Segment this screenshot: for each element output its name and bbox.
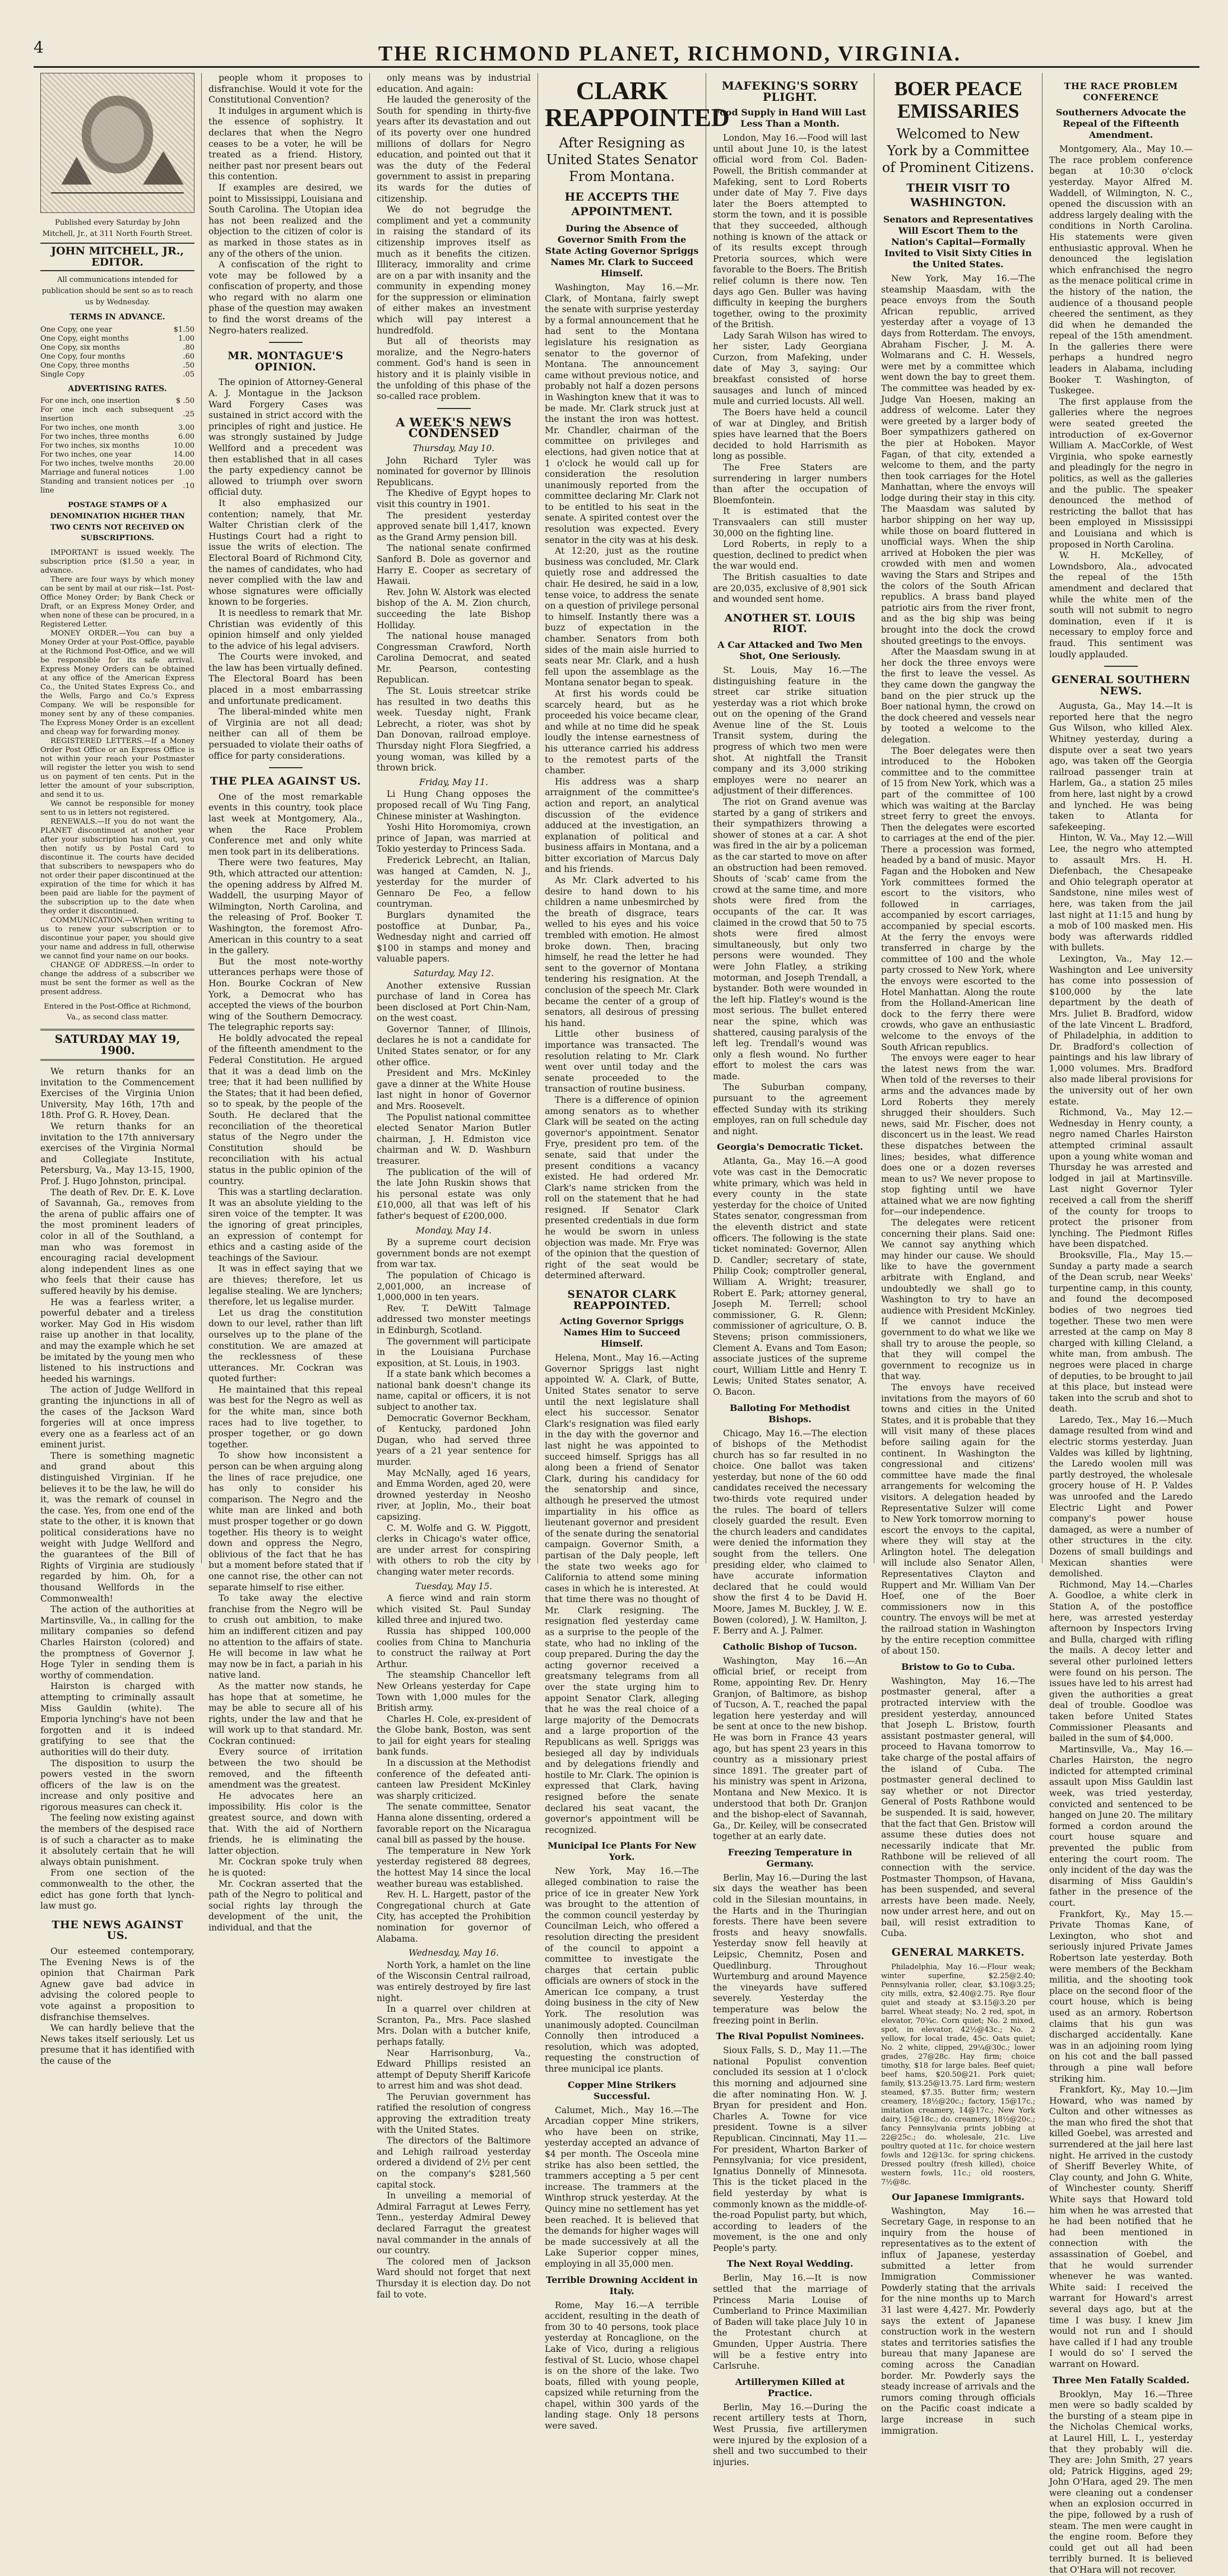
paragraph: The Suburban company, pursuant to the agreement effected Sunday with its striking employes, ran on full schedule day and night.: [713, 1082, 867, 1136]
news-item: The publication of the will of the late John Ruskin shows that his personal estate was only £10,000, all that was left of his father's bequest of £200,000.: [377, 1167, 531, 1221]
columns: [34, 73, 1199, 2575]
paragraph: IMPORTANT is issued weekly. The subscription price ($1.50 a year, in advance.: [40, 548, 194, 575]
article-paragraphs: [713, 2402, 867, 2468]
section-heading: Georgia's Democratic Ticket.: [717, 1141, 863, 1153]
paragraph: As Mr. Clark adverted to his desire to hand down to his children a name unbesmirched by the breath of disgrace, tears welled to his eyes and his voice trembled with emotion. He almost broke down. Then, bracing himself, he read the letter he had sent to the governor of Montana tendering his resignation. At the conclusion of the speech Mr. Clark became the center of a group of senators, all desirous of pressing his hand.: [545, 875, 699, 1028]
terms-title: TERMS IN ADVANCE.: [69, 313, 165, 322]
headline: CLARK REAPPOINTED: [545, 76, 730, 132]
rate-row: [40, 370, 194, 379]
section-heading: Bristow to Go to Cuba.: [901, 1661, 1016, 1672]
paragraph: The action of Judge Wellford in granting the injunctions in all of the cases of the Jackson Ward forgeries will at once impress every one as a fearless act of an eminent jurist.: [40, 1385, 194, 1450]
paragraph: Montgomery, Ala., May 10.—The race problem conference began at 10:30 o'clock yesterday. Mayor Alfred M. Waddell, of Wilmington, N. C., opened the discussion with an address largely dealing with the conditions in North Carolina. His statements were given enthusiastic approval. When he denounced the legislation which enfranchised the negro as the menace political crime in the history of the nation, the audience of a thousand people cheered the sentiment, as they did when he demanded the repeal of the 15th amendment. In the galleries there were perhaps a hundred negro leaders in Alabama, including Booker T. Washington, of Tuskegee.: [1049, 144, 1193, 396]
column-6: [874, 73, 1042, 2436]
subhead: Southerners Advocate the Repeal of the Fifteenth Amendment.: [1055, 107, 1187, 141]
column-3: [370, 73, 538, 2300]
paragraph: Martinsville, Va., May 16.—Charles Hairston, the negro indicted for attempted criminal assault upon Miss Gauldin last week, was tried yesterday, convicted and sentenced to be hanged on June 20. The military formed a cordon around the court house square and prevented the public from entering the court room. The only incident of the day was the disarming of Miss Gauldin's father in the presence of the court.: [1049, 1744, 1193, 1908]
rate-row: [40, 459, 194, 468]
rate-amount: .05: [183, 370, 194, 379]
rate-amount: .50: [183, 361, 194, 370]
news-item: The temperature in New York yesterday registered 88 degrees, the hottest May 14 since the local weather bureau was established.: [377, 1845, 531, 1889]
news-item: The Khedive of Egypt hopes to visit this country in 1901.: [377, 488, 531, 509]
news-item: Russia has shipped 100,000 coolies from China to Manchuria to construct the railway at Port Arthur.: [377, 1626, 531, 1669]
rate-row: [40, 468, 194, 477]
paragraph: The action of the authorities at Martinsville, Va., in calling for the military companies so defend Charles Hairston (colored) and the promptness of Governor J. Hoge Tyler in sending them is worthy of commendation.: [40, 1604, 194, 1681]
paragraph: After the Maasdam swung in at her dock the three envoys were the first to leave the vessel. As they came down the gangway the band on the pier struck up the Boer national hymn, the crowd on the dock cheered and vessels near by tooted a welcome to the delegation.: [881, 647, 1035, 745]
paragraph: It also emphasized our contention; namely, that Mr. Walter Christian clerk of the Hustings Court had a right to issue the writs of election. The Electoral Board of Richmond City, the names of candidates, who had never complied with the law and whose signatures were officially known to be forgeries.: [208, 498, 363, 607]
paragraph: He was a fearless writer, a powerful debater and a tireless worker. May God in His wisdom raise up another in that locality, and may the example which he set be imitated by the young men who listened to his instructions and heeded his warnings.: [40, 1297, 194, 1384]
day-heading: Thursday, May 10.: [413, 443, 495, 453]
section-heading: Balloting For Methodist Bishops.: [730, 1402, 850, 1424]
article-paragraphs: [713, 2045, 867, 2254]
page-number: 4: [34, 38, 44, 57]
paragraph: The envoys were eager to hear the latest news from the war. When told of the reverses to their arms and the advances made by Lord Roberts they merely shrugged their shoulders. Such news, said Mr. Fischer, does not disconcert us in the least. We read these dispatches between the lines; besides, what difference does one or a dozen reverses mean to us? We never propose to stop fighting until we have attained what we are now fighting for—our independence.: [881, 1053, 1035, 1217]
paragraph: He lauded the generosity of the South for spending in thirty-five years after its devastation and out of its poverty over one hundred millions of dollars for Negro education, and pointed out that it was the duty of the Federal government to assist in preparing its wards for the duties of citizenship.: [377, 95, 531, 204]
day-heading: Friday, May 11.: [419, 777, 489, 787]
paragraph: The Courts were invoked, and the law has been virtually defined. The Electoral Board has been placed in a most embarrassing and unfortunate predicament.: [208, 652, 363, 706]
news-item: Rev. John W. Alstork was elected bishop of the A. M. Zion church, succeeding the late Bishop Holliday.: [377, 587, 531, 630]
subhead: A Car Attacked and Two Men Shot, One Seriously.: [717, 639, 863, 661]
news-item: In a discussion at the Methodist conference of the defeated anti-canteen law President McKinley was sharply criticized.: [377, 1758, 531, 1801]
news-item: In unveiling a memorial of Admiral Farragut at Lewes Ferry, Tenn., yesterday Admiral Dewey declared Farragut the greatest naval commander in the annals of our country.: [377, 2190, 531, 2256]
section-heading: THE NEWS AGAINST US.: [52, 1918, 183, 1942]
rate-label: One Copy, one year: [40, 325, 112, 334]
rate-row: [40, 451, 194, 459]
section-heading: Our Japanese Immigrants.: [892, 2191, 1025, 2202]
entered-note: Entered in the Post-Office at Richmond, Va., as second class matter.: [44, 1002, 191, 1022]
paragraph: Every source of irritation between the two should be removed, and the fifteenth amendment was the greatest.: [208, 1747, 363, 1790]
ad-rates-table: [40, 397, 194, 495]
news-item: Democratic Governor Beckham, of Kentucky, pardoned John Dugan, who had served three years of a 21 year sentence for murder.: [377, 1413, 531, 1468]
rate-row: [40, 335, 194, 344]
paragraph: He advocates here an impossibility. His color is the greatest source, and down with that. With the aid of Northern friends, he is eliminating the latter objection.: [208, 1790, 363, 1856]
rate-amount: 10.00: [173, 442, 194, 451]
paragraph: The feeling now existing against the members of the despised race is of such a character as to make it absolutely certain that he will always obtain punishment.: [40, 1813, 194, 1867]
news-item: President and Mrs. McKinley gave a dinner at the White House last night in honor of Governor and Mrs. Roosevelt.: [377, 1068, 531, 1112]
paragraph: CHANGE OF ADDRESS.—In order to change the address of a subscriber we must be sent the former as well as the present address.: [40, 960, 194, 996]
news-item: Rev. T. DeWitt Talmage addressed two monster meetings in Edinburgh, Scotland.: [377, 1303, 531, 1335]
article-paragraphs: [545, 1866, 699, 2074]
news-item: John Richard Tyler was nominated for governor by Illinois Republicans.: [377, 455, 531, 488]
paragraph: MONEY ORDER.—You can buy a Money Order at your Post-Office, payable at the Richmond Post-Office, and we will be responsible for its safe arrival. Express Money Orders can be obtained at any office of the American Express Co., the United States Express Co., and the Wells, Fargo and Co.'s Express Company. We will be responsible for money sent by any of these companies. The Express Money Order is an excellent and cheap way for forwarding money.: [40, 629, 194, 736]
masthead-rule: [34, 66, 1199, 68]
paragraph: Rome, May 16.—A terrible accident, resulting in the death of from 30 to 40 persons, took place yesterday at Roncaglione, on the Lake of Vico, during a religious festival of St. Lucio, whose chapel is on the shore of the lake. Two boats, filled with young people, capsized while returning from the chapel, within 300 yards of the landing stage. Only 18 persons were saved.: [545, 2300, 699, 2431]
paragraph: To take away the elective franchise from the Negro will be to crush out ambition, to make him an indifferent citizen and pay no attention to the affairs of state. He will become in law what he may now be in fact, a pariah in his native land.: [208, 1593, 363, 1681]
deck-secondary: HE ACCEPTS THE APPOINTMENT.: [564, 190, 679, 218]
article-paragraphs: [713, 1428, 867, 1637]
news-item: The government will participate in the Louisiana Purchase exposition, at St. Louis, in 1903.: [377, 1336, 531, 1368]
article-paragraphs: [713, 133, 867, 605]
paragraph: It was in effect saying that we are thieves; therefore, let us legalise stealing. We are lynchers; therefore, let us legalise murder.: [208, 1264, 363, 1307]
column-2: [202, 73, 370, 1933]
editorial-paragraphs: [40, 1066, 194, 1912]
paragraph: Richmond, Va., May 12.—Wednesday in Henry county, a negro named Charles Hairston attempted criminal assault upon a young white woman and Thursday he was arrested and lodged in jail at Martinsville. Last night Governor Tyler received a call from the sheriff of the county for troops to protect the prisoner from lynching. The Piedmont Rifles have been dispatched.: [1049, 1107, 1193, 1250]
deck: Welcomed to New York by a Committee of Prominent Citizens.: [882, 126, 1035, 175]
divider: [1104, 666, 1138, 667]
rate-label: For one inch each subsequent insertion: [40, 406, 174, 424]
paragraph: Mr. Cockran asserted that the path of the Negro to political and social rights lay through the development of the unit, the individual, and that the: [208, 1878, 363, 1933]
day-heading: Wednesday, May 16.: [409, 1948, 499, 1958]
rate-row: [40, 326, 194, 335]
rate-amount: .10: [183, 482, 194, 491]
paragraph: The envoys have received invitations from the mayors of 60 towns and cities in the United States, and it is probable that they will visit many of these places before sailing again for the continent. In Washington the congressional and citizens' committee have made the final arrangements for welcoming the visitors. A delegation headed by Representative Sulzer will come to New York tomorrow morning to escort the envoys to the capital, where they will stay at the Arlington hotel. The delegation will include also Senator Allen, Representatives Clayton and Ruppert and Mr. William Van Der Hoef, one of the Boer commissioners now in this country. The envoys will be met at the railroad station in Washington by the entire reception committee of about 150.: [881, 1382, 1035, 1656]
deck: After Resigning as United States Senator From Montana.: [546, 135, 698, 184]
section-heading: A WEEK'S NEWS CONDENSED: [396, 415, 512, 440]
plea-paragraphs: [208, 792, 363, 1934]
article-paragraphs: [1049, 2389, 1193, 2576]
news-item: Near Harrisonburg, Va., Edward Phillips resisted an attempt of Deputy Sheriff Karicofe to arrest him and was shot dead.: [377, 2048, 531, 2091]
article-paragraphs: [881, 1676, 1035, 1939]
paragraph: At 12:20, just as the routine business was concluded, Mr. Clark quietly rose and addressed the chair. He desired, he said in a low, tense voice, to address the senate on a question of privilege personal to himself. Instantly there was a buzz of expectation in the chamber. Senators from both sides of the main aisle hurried to seats near Mr. Clark, and a hush fell upon the assemblage as the Montana senator began to speak.: [545, 546, 699, 688]
rate-label: For one inch, one insertion: [40, 397, 140, 406]
paragraph: Little other business of importance was transacted. The resolution relating to Mr. Clark went over until today and the senate proceeded to the transaction of routine business.: [545, 1029, 699, 1094]
paragraph: The first applause from the galleries where the negroes were seated greeted the introduction of ex-Governor William A. MacCorkle, of West Virginia, who spoke earnestly and pleadingly for the negro in politics, as well as the galleries and the public. The speaker denounced the method of restricting the ballot that has been employed in Mississippi and Louisiana and which is proposed in North Carolina.: [1049, 396, 1193, 550]
paragraph: There were two features, May 9th, which attracted our attention: the opening address by Alfred M. Waddell, the usurping Mayor of Wilmington, North Carolina, and the releasing of Prof. Booker T. Washington, the foremost Afro-American in this country to a seat in the gallery.: [208, 857, 363, 956]
rate-row: [40, 433, 194, 442]
article-paragraphs: [713, 1873, 867, 2026]
paragraph: people whom it proposes to disfranchise. Would it vote for the Constitutional Convention?: [208, 73, 363, 105]
news-item: The steamship Chancellor left New Orleans yesterday for Cape Town with 1,000 mules for the British army.: [377, 1670, 531, 1714]
news-item: Governor Tanner, of Illinois, declares he is not a candidate for United States senator, or for any other office.: [377, 1024, 531, 1067]
paragraph: Atlanta, Ga., May 16.—A good vote was cast in the Democratic white primary, which was held in every county in the state yesterday for the choice of United States senator, congressman from the eleventh district and state officers. The following is the state ticket nominated: Governor, Allen D. Candler; secretary of state, Philip Cook; comptroller general, William A. Wright; treasurer, Robert E. Park; attorney general, Joseph M. Terrell; school commissioner, G. R. Glenn; commissioner of agriculture, O. B. Stevens; prison commissioners, Clement A. Evans and Tom Eason; associate justices of the supreme court, William Little and Henry T. Lewis; United States senator, A. O. Bacon.: [713, 1156, 867, 1397]
rate-label: One Copy, three months: [40, 361, 129, 370]
paragraph: New York, May 16.—The steamship Maasdam, with the peace envoys from the South African republic, arrived yesterday after a voyage of 13 days from Rotterdam. The envoys, Abraham Fischer, J. M. A. Wolmarans and C. H. Wessels, were met by a committee which went down the bay to greet them. The committee was headed by ex-Judge Van Hoesen, making an address of welcome. Later they were greeted by a larger body of Boer sympathizers gathered on the pier at Hoboken. Mayor Fagan, of that city, extended a welcome to them, and the party then took carriages for the Hotel Manhattan, where the envoys will lodge during their stay in this city. The Maasdam was saluted by harbor shipping on her way up, while those on board fluttered in unofficial ways. When the ship arrived at Hoboken the pier was crowded with men and women waving the Stars and Stripes and the colors of the South African republics. A brass band played patriotic airs from the river front, and as the big ship was being brought into the dock the crowd shouted greetings to the envoys.: [881, 273, 1035, 646]
news-item: The St. Louis streetcar strike has resulted in two deaths this week. Tuesday night, Frank Lebrecht, a rioter, was shot by Dan Donovan, railroad employe. Thursday night Flora Siegfried, a young woman, was killed by a thrown brick.: [377, 686, 531, 773]
rate-row: [40, 397, 194, 406]
column-4: [538, 73, 730, 2431]
article-paragraphs: [1049, 701, 1193, 2370]
paragraph: Philadelphia, May 16.—Flour weak; winter superfine, $2.25@2.40; Pennsylvania roller, clear, $3.10@3.25; city mills, extra, $2.40@2.75. Rye flour quiet and steady at $3.15@3.20 per barrel. Wheat steady; No. 2 red, spot, in elevator, 70¾c. Corn quiet; No. 2 mixed, spot, in elevator, 42½@43c.; No. 2 yellow, for local trade, 45c. Oats quiet; No. 2 white, clipped, 29¼@30c.; lower grades, 27@28c. Hay firm; choice timothy, $18 for large bales. Beef quiet; beef hams, $20.50@21. Pork quiet; family, $13.25@13.75. Lard firm; western steamed, $7.35. Butter firm; western creamery, 18½@20c.; factory, 15@17c.; imitation creamery, 14@17c.; New York dairy, 15@18c.; do. creamery, 18½@20c.; fancy Pennsylvania prints jobbing at 22@25c.; do. wholesale, 21c. Live poultry quoted at 11c. for choice western fowls and 12@13c. for spring chickens. Dressed poultry (fresh killed), choice western fowls, 11c.; old roosters, 7½@8c.: [881, 1962, 1035, 2187]
rate-amount: 14.00: [173, 451, 194, 459]
paragraph: This was a startling declaration. It was an absolute yielding to the siren voice of the tempter. It was the ignoring of great principles, an expression of contempt for ethics and a casting aside of the teachings of the Saviour.: [208, 1187, 363, 1263]
section-heading: Copper Mine Strikers Successful.: [567, 2079, 676, 2101]
news-item: The Peruvian government has ratified the resolution of congress approving the extradition treaty with the United States.: [377, 2091, 531, 2135]
news-item: The senate committee, Senator Hanna alone dissenting, ordered a favorable report on the Nicaragua canal bill as passed by the house.: [377, 1802, 531, 1845]
paragraph: He boldly advocated the repeal of the fifteenth amendment to the Federal Constitution. He argued that it was a dead limb on the tree; that it had been nullified by the States; that it had been defied, so to speak, by the people of the South. He declared that the reconciliation of the theoretical status of the Negro under the Constitution should be reconciliation with his actual status in the public opinion of the country.: [208, 1033, 363, 1186]
subscription-notices: [40, 549, 194, 997]
section-heading: MAFEKING'S SORRY PLIGHT.: [721, 79, 859, 104]
news-item: May McNally, aged 16 years, and Emma Worden, aged 20, were drowned yesterday in Neosho river, at Joplin, Mo., their boat capsizing.: [377, 1468, 531, 1522]
paragraph: We cannot be responsible for money sent to us in letters not registered.: [40, 799, 194, 817]
section-heading: GENERAL SOUTHERN NEWS.: [1051, 674, 1190, 697]
section-heading: Freezing Temperature in Germany.: [727, 1846, 852, 1869]
paragraph: It is needless to remark that Mr. Christian was evidently of this opinion himself and only yielded to the advice of his legal advisers.: [208, 607, 363, 651]
paragraph: Augusta, Ga., May 14.—It is reported here that the negro Gus Wilson, who killed Alex. Whitney yesterday, during a dispute over a seat two years ago, was taken off the Georgia railroad passenger train at Harlem, Ga., a station 25 miles from here, last night by a crowd and lynched. He was being taken to Atlanta for safekeeping.: [1049, 701, 1193, 832]
paragraph: New York, May 16.—The alleged combination to raise the price of ice in greater New York was brought to the attention of the common council yesterday by Councilman Leich, who offered a resolution directing the president of the council to appoint a committee to investigate the charges that certain public officials are owners of stock in the American Ice company, a trust doing business in the city of New York. The resolution was unanimously adopted. Councilman Connolly then introduced a resolution, which was adopted, requesting the construction of three municipal ice plants.: [545, 1866, 699, 2074]
article-paragraphs: [545, 282, 699, 1282]
paragraph: Lady Sarah Wilson has wired to her sister, Lady Georgiana Curzon, from Mafeking, under date of May 3, saying: Our breakfast consisted of horse sausages and lunch of minced mule and curried locusts. All well.: [713, 330, 867, 407]
subhead: During the Absence of Governor Smith From the State Acting Governor Spriggs Names Mr. Clark to Succeed Himself.: [545, 223, 699, 279]
news-item: The population of Chicago is 2,001,000, an increase of 1,000,000 in ten years.: [377, 1270, 531, 1303]
paragraph: The riot on Grand avenue was started by a gang of strikers and their sympathizers throwing a shower of stones at a car. A shot was fired in the air by a policeman as the car started to move on after an obstruction had been removed. Shouts of 'scab' came from the crowd at the same time, and more shots were fired from the occupants of the car. It was claimed in the crowd that 50 to 75 shots were fired almost simultaneously, but only two persons were wounded. They were John Flatley, a striking motorman, and Joseph Trendall, a bystander. Both were wounded in the left hip. Flatley's wound is the most serious. The bullet entered near the spine, which was shattered, causing paralysis of the left leg. Trendall's wound was only a flesh wound. No further effort to molest the cars was made.: [713, 797, 867, 1082]
news-item: By a supreme court decision government bonds are not exempt from war tax.: [377, 1237, 531, 1270]
rate-label: For two inches, six months: [40, 442, 140, 451]
news-against-paragraphs: [40, 1946, 194, 2067]
section-heading: Artillerymen Killed at Practice.: [735, 2376, 845, 2398]
column-7: [1042, 73, 1199, 2575]
paragraph: The Boer delegates were then introduced to the Hoboken committee and to the committee of 15 from New York, which was a part of the committee of 100 which was waiting at the Barclay street ferry to greet the envoys. Then the delegates were escorted to carriages at the end of the pier. There a procession was formed, headed by a band of music. Mayor Fagan and the Hoboken and New York committees formed the escort to the visitors, who followed in carriages, accompanied by escort carriages, accompanied by special escorts. At the ferry the envoys were transferred in charge by the committee of 100 and the whole party crossed to New York, where the envoys were escorted to the Hotel Manhattan. Along the route from the Holland-American line dock to the ferry there were crowds, who gave an enthusiastic welcome to the envoys of the South African republics.: [881, 745, 1035, 1052]
rate-label: One Copy, eight months: [40, 334, 129, 343]
paragraph: Brooklyn, May 16.—Three men were so badly scalded by the bursting of a steam pipe in the Nicholas Chemical works, at Laurel Hill, L. I., yesterday that they probably will die. They are: John Smith, 27 years old; Patrick Higgins, aged 29; John O'Hara, aged 29. The men were cleaning out a condenser when an explosion occurred in the pipe, followed by a rush of steam. The men were caught in the engine room. Before they could get out all had been terribly burned. It is believed that O'Hara will not recover.: [1049, 2389, 1193, 2575]
news-item: Li Hung Chang opposes the proposed recall of Wu Ting Fang, Chinese minister at Washington.: [377, 789, 531, 821]
rate-label: Standing and transient notices per line: [40, 477, 174, 495]
paragraph: We return thanks for an invitation to the 17th anniversary exercises of the Virginia Normal and Collegiate Institute, Petersburg, Va., May 13-15, 1900, Prof. J. Hugo Johnston, principal.: [40, 1121, 194, 1187]
paragraph: Washington, May 16.—An official brief, or receipt from Rome, appointing Rev. Dr. Henry Granjon, of Baltimore, as bishop of Tucson, A. T., reached the papal legation here yesterday and will be sent at once to the new bishop. He was born in France 43 years ago, but has spent 23 years in this country as a missionary priest since 1891. The greater part of his ministry was spent in Arizona, Montana and New Mexico. It is understood that both Dr. Granjon and the bishop-elect of Savannah, Ga., Dr. Keiley, will be consecrated together at an early date.: [713, 1655, 867, 1842]
section-heading: THE RACE PROBLEM CONFERENCE: [1064, 81, 1178, 103]
section-heading: Municipal Ice Plants For New York.: [548, 1840, 696, 1863]
paragraph: Let us drag the constitution down to our level, rather than lift ourselves up to the plane of the constitution. We are amazed at the recklessness of these utterances. Mr. Cockran was quoted further:: [208, 1307, 363, 1384]
news-item: The directors of the Baltimore and Lehigh railroad yesterday ordered a dividend of 2½ per cent on the company's $281,560 capital stock.: [377, 2136, 531, 2190]
section-heading: MR. MONTAGUE'S OPINION.: [228, 350, 344, 373]
paragraph: Calumet, Mich., May 16.—The Arcadian copper Mine strikers, who have been on strike, yesterday accepted an advance of $4 per month. The Osceola mine strike has also been settled, the trammers accepting a 5 per cent increase. The trammers at the Winthrop struck yesterday. At the Quincy mine no settlement has yet been reached. It is believed that the demands for higher wages will be made successively at all the Lake Superior copper mines, employing in all 35,000 men.: [545, 2105, 699, 2269]
section-heading: THE PLEA AGAINST US.: [210, 775, 362, 788]
editorial-paragraphs: [377, 73, 531, 402]
published-line: Published every Saturday by John Mitchell, Jr., at 311 North Fourth Street.: [42, 219, 193, 238]
news-item: Yoshi Hito Horomomiya, crown prince of Japan, was married at Tokio yesterday to Princess Sada.: [377, 822, 531, 855]
editor-line: JOHN MITCHELL, JR., EDITOR.: [40, 243, 194, 271]
ad-rates-title: ADVERTISING RATES.: [68, 384, 167, 393]
subhead: Acting Governor Spriggs Names Him to Succeed Himself.: [559, 1316, 684, 1349]
rate-label: One Copy, four months: [40, 352, 125, 361]
logo-illustration: [40, 73, 194, 213]
paragraph: The death of Rev. Dr. E. K. Love of Savannah, Ga., removes from the arena of public affairs one of the most prominent leaders of color in all of the Southland, a man who was foremost in encouraging racial development along independent lines as one who feels that their cause has suffered heavily by his demise.: [40, 1187, 194, 1296]
paragraph: But all of theorists may moralize, and the Negro-haters comment. God's hand is seen in history and it is plainly visible in the unfolding of this phase of the so-called race problem.: [377, 336, 531, 402]
rate-label: Marriage and funeral notices: [40, 468, 149, 477]
paragraph: It is estimated that the Transvaalers can still muster 30,000 on the fighting line.: [713, 506, 867, 539]
article-paragraphs: [545, 2105, 699, 2270]
news-item: Frederick Lebrecht, an Italian, was hanged at Camden, N. J., yesterday for the murder of Gennaro De Feo, a fellow countryman.: [377, 855, 531, 909]
rate-label: One Copy, six months: [40, 343, 120, 352]
paragraph: If examples are desired, we point to Mississippi, Louisiana and South Carolina. The Utopian idea has not been realized and the objection to the citizen of color is as marked in those states as in any of the others of the union.: [208, 182, 363, 259]
divider: [269, 767, 303, 768]
news-item: Another extensive Russian purchase of land in Corea has been disclosed at Port Chin-Nam, on the west coast.: [377, 980, 531, 1024]
paragraph: The disposition to usurp the powers vested in the sworn officers of the law is on the increase and only positive and rigorous measures can check it.: [40, 1758, 194, 1812]
paragraph: From one section of the commonwealth to the other, the edict has gone forth that lynch-law must go.: [40, 1868, 194, 1911]
news-item: The colored men of Jackson Ward should not forget that next Thursday it is election day. Do not fail to vote.: [377, 2256, 531, 2300]
paragraph: A confiscation of the right to vote may be followed by a confiscation of property, and those who regard with no alarm one phase of the question may awaken to find the worst dreams of the Negro-haters realized.: [208, 259, 363, 336]
article-paragraphs: [881, 2206, 1035, 2436]
paragraph: We return thanks for an invitation to the Commencement Exercises of the Virginia Union University, May 16th, 17th and 18th. Prof G. R. Hovey, Dean.: [40, 1066, 194, 1121]
paragraph: W. H. McKelley, of Lowndsboro, Ala., advocated the repeal of the 15th amendment and declared that while the white men of the south will not submit to negro domination, even if it is necessary to employ force and fraud. This sentiment was loudly applauded.: [1049, 550, 1193, 660]
article-paragraphs: [713, 1156, 867, 1398]
headline: BOER PEACE EMISSARIES: [894, 77, 1022, 122]
article-paragraphs: [1049, 144, 1193, 660]
paragraph: We do not begrudge the compliment and yet a community in raising the standard of its citizenship improves itself as much as it benefits the citizen. Illiteracy, immorality and crime are on a par with insanity and the community in expending money for the suppression or elimination of either makes an investment which will pay interest a hundredfold.: [377, 205, 531, 336]
paragraph: Hairston is charged with attempting to criminally assault Miss Gauldin (white). The Emporia lynching's have not been forgotten and it is indeed gratifying to see that the authorities will do their duty.: [40, 1681, 194, 1757]
news-item: C. M. Wolfe and G. W. Piggott, clerks in Chicago's water office, are under arrest for conspiring with others to rob the city by changing water meter records.: [377, 1523, 531, 1577]
section-heading: The Rival Populist Nominees.: [716, 2031, 864, 2042]
news-item: The national senate confirmed Sanford B. Dole as governor and Harry E. Cooper as secretary of Hawaii.: [377, 543, 531, 587]
news-item: A fierce wind and rain storm which visited St. Paul Sunday killed three and injured two.: [377, 1593, 531, 1626]
terms-table: [40, 326, 194, 379]
article-paragraphs: [713, 665, 867, 1138]
postage-note: POSTAGE STAMPS OF A DENOMINATION HIGHER THAN TWO CENTS NOT RECEIVED ON SUBSCRIPTIONS.: [50, 501, 185, 543]
paragraph: Sioux Falls, S. D., May 11.—The national Populist convention concluded its session at 1 o'clock this morning and adjourned sine die after nominating Hon. W. J. Bryan for president and Hon. Charles A. Towne for vice president. Towne is a silver Republican. Cincinnati, May 11.—For president, Wharton Barker of Pennsylvania; for vice president, Ignatius Donnelly of Minnesota. This is the ticket placed in the field yesterday by what is commonly known as the middle-of-the-road Populist party, but which, according to leaders of the movement, is the one and only People's party.: [713, 2045, 867, 2253]
paragraph: One of the most remarkable events in this country, took place last week at Montgomery, Ala., when the Race Problem Conference met and only white men took part in its deliberations.: [208, 791, 363, 857]
logo-graphic: [41, 73, 194, 212]
rate-amount: 1.00: [178, 468, 194, 477]
column-1: [34, 73, 202, 2066]
paragraph: His address was a sharp arraignment of the committee's action and report, an analytical discussion of the evidence adduced at the investigation, an explanation of political and business affairs in Montana, and a bitter excoriation of Marcus Daly and his friends.: [545, 776, 699, 875]
paragraph: At first his words could be scarcely heard, but as he proceeded his voice became clear, and while at no time did he speak loudly the intense earnestness of his utterance carried his address to the remotest parts of the chamber.: [545, 688, 699, 776]
paragraph: The Free Staters are surrendering in larger numbers than after the occupation of Bloemfontein.: [713, 462, 867, 505]
rate-amount: .25: [183, 410, 194, 419]
paragraph: The opinion of Attorney-General A. J. Montague in the Jackson Ward Forgery Cases was sustained in strict accord with the principles of right and justice. He was strongly sustained by Judge Wellford and a precedent was then established that in all cases the party expediency cannot be allowed to triumph over sworn official duty.: [208, 377, 363, 498]
paragraph: The liberal-minded white men of Virginia are not all dead; neither can all of them be persuaded to violate their oaths of office for party considerations.: [208, 707, 363, 761]
subhead: Senators and Representatives Will Escort Them to the Nation's Capital—Formally Invited to Visit Sixty Cities in the United States.: [883, 214, 1034, 270]
paragraph: We can hardly believe that the News takes itself seriously. Let us presume that it has identified with the cause of the: [40, 2023, 194, 2066]
paragraph: Washington, May 16.—Mr. Clark, of Montana, fairly swept the senate with surprise yesterday by a formal announcement that he had sent to the Montana legislature his resignation as senator to the governor of Montana. The announcement came without previous notice, and probably not half a dozen persons in Washington knew that it was to be made. Mr. Clark struck just at the instant the iron was hottest. Mr. Chandler, chairman of the committee on privileges and elections, had given notice that at 1 o'clock he would call up for consideration the resolution unanimously reported from the committee declaring Mr. Clark not to be entitled to his seat in the senate. A spirited contest over the resolution was expected. Every senator in the city was at his desk.: [545, 282, 699, 545]
news-item: In a quarrel over children at Scranton, Pa., Mrs. Pace slashed Mrs. Dolan with a butcher knife, perhaps fatally.: [377, 2004, 531, 2047]
rate-row: [40, 442, 194, 451]
divider: [437, 408, 471, 409]
paragraph: only means was by industrial education. And again:: [377, 73, 531, 94]
section-heading: SENATOR CLARK REAPPOINTED.: [567, 1288, 676, 1312]
news-item: Charles H. Cole, ex-president of the Globe bank, Boston, was sent to jail for eight years for stealing bank funds.: [377, 1714, 531, 1757]
montague-paragraphs: [208, 377, 363, 762]
article-paragraphs: [713, 2273, 867, 2371]
masthead: THE RICHMOND PLANET, RICHMOND, VIRGINIA.: [378, 42, 962, 66]
rate-row: [40, 424, 194, 433]
paragraph: Richmond, May 14.—Charles A. Goodloe, a white clerk in Station A, of the postoffice here, was arrested yesterday afternoon by Inspectors Irving and Bulla, charged with rifling the mails. A decoy letter and several other purloined letters were found on his person. The issues have led to his arrest had given the authorities a great deal of trouble. Goodloe was taken before United States Commissioner Pleasants and bailed in the sum of $4,000.: [1049, 1579, 1193, 1744]
paragraph: Hinton, W. Va., May 12.—Will Lee, the negro who attempted to assault Mrs. H. H. Diefenbach, the Chesapeake and Ohio telegraph operator at Sandstone, nine miles west of here, was taken from the jail last night at 11:15 and hung by a mob of 100 masked men. His body was afterwards riddled with bullets.: [1049, 833, 1193, 953]
paragraph: Berlin, May 16.—During the last six days the weather has been cold in the Silesian mountains, in the Harts and in the Thuringian forests. There have been severe frosts and heavy snowfalls. Yesterday snow fell heavily at Leipsic, Chemnitz, Posen and Quedlinburg. Throughout Wurtemburg and around Mayence the vineyards have suffered severely. Yesterday the temperature was below the freezing point in Berlin.: [713, 1872, 867, 2026]
paragraph: COMMUNICATION.—When writing to us to renew your subscription or to discontinue your paper, you should give your name and address in full, otherwise we cannot find your name on our books.: [40, 916, 194, 960]
rate-label: For two inches, one month: [40, 424, 139, 433]
section-heading: The Next Royal Wedding.: [726, 2258, 854, 2269]
paragraph: The British casualties to date are 20,035, exclusive of 8,901 sick and wounded sent home.: [713, 572, 867, 605]
paragraph: The delegates were reticent concerning their plans. Said one: We cannot say anything which may hinder our cause. We should like to have the government arbitrate with England, and undoubtedly we shall go to Washington to try to have an audience with President McKinley. If we cannot induce the government to do what we like we shall try to arouse the people, so that they will compel the government to recognize us in that way.: [881, 1218, 1035, 1382]
paragraph: Our esteemed contemporary, The Evening News is of the opinion that Chairman Park Agnew gave bad advice in advising the colored people to vote against a proposition to disfranchise themselves.: [40, 1946, 194, 2022]
news-item: North York, a hamlet on the line of the Wisconsin Central railroad, was entirely destroyed by fire last night.: [377, 1960, 531, 2003]
day-heading: Saturday, May 12.: [413, 968, 494, 978]
section-heading: Three Men Fatally Scalded.: [1052, 2374, 1190, 2385]
paragraph: Lexington, Va., May 12.—Washington and Lee university has come into possession of $100,000 by the late department by the death of Mrs. Juliet B. Bradford, widow of the late Vincent L. Bradford, of Philadelphia, in addition to Dr. Bradford's collection of paintings and his law library of 1,000 volumes. Mrs. Bradford also made liberal provisions for the university out of her own estate.: [1049, 953, 1193, 1107]
paragraph: REGISTERED LETTERS.—If a Money Order Post Office or an Express Office is not within your reach your Postmaster will register the letter you wish to send us on payment of ten cents. Put in the letter the amount of your subscription, and send it to us.: [40, 736, 194, 799]
paragraph: RENEWALS.—If you do not want the PLANET discontinued at another year after your subscription has run out, you then notify us by Postal Card to discontinue it. The courts have decided that subscribers to newspapers who do not order their paper discontinued at the expiration of the time for which it has been paid are liable for the payment of the subscription up to the date when they order it discontinued.: [40, 817, 194, 916]
rate-amount: .80: [183, 343, 194, 352]
paragraph: Mr. Cockran spoke truly when he is quoted:: [208, 1856, 363, 1878]
news-item: The national house managed Congressman Crawford, North Carolina Democrat, and seated Mr. Pearson, contesting Republican.: [377, 631, 531, 685]
day-heading: Tuesday, May 15.: [415, 1581, 493, 1591]
paragraph: Laredo, Tex., May 16.—Much damage resulted from wind and electric storms yesterday. Juan Valdes was killed by lightning, the Laredo woolen mill was partly destroyed, the wholesale grocery house of H. P. Valdes was unroofed and the Laredo Electric Light and Power company's power house damaged, as were a number of other structures in the city. Dozens of small buildings and Mexican shanties were demolished.: [1049, 1414, 1193, 1579]
paragraph: He maintained that this repeal was best for the Negro as well as for the white man, since both races had to live together, to prosper together, or go down together.: [208, 1384, 363, 1450]
deck-secondary: THEIR VISIT TO WASHINGTON.: [906, 181, 1010, 209]
rate-row: [40, 344, 194, 352]
rate-amount: $ .50: [175, 397, 194, 406]
paragraph: London, May 16.—Food will last until about June 10, is the latest official word from Col. Baden-Powell, the British commander at Mafeking, sent to Lord Roberts under date of May 7. Five days later the Boers attempted to storm the town, and it is possible that they succeeded, although nothing is known of the attack or of its results except through Pretoria sources, which were favorable to the Boers. The British relief column is there now. Ten days ago Gen. Buller was having difficulty in keeping the burghers together, owing to the proximity of the British.: [713, 133, 867, 330]
paragraph: The Boers have held a council of war at Dingley, and British spies have learned that the Boers decided to hold Harrismith as long as possible.: [713, 407, 867, 462]
paragraph: Lord Roberts, in reply to a question, declined to predict when the war would end.: [713, 539, 867, 572]
rate-amount: .60: [183, 352, 194, 361]
paragraph: Chicago, May 16.—The election of bishops of the Methodist church has so far resulted in no choice. One ballot was taken yesterday, but none of the 60 odd candidates received the necessary two-thirds vote required under the rules. The board of tellers closely guarded the result. Even the church leaders and candidates were denied the information they sought from the tellers. One presiding elder, who claimed to have accurate information declared that he could would show the first 4 to be David H. Moore, James M. Buckley, J. W. E. Bowen (colored), J. W. Hamilton, J. F. Berry and A. J. Palmer.: [713, 1428, 867, 1636]
section-heading: GENERAL MARKETS.: [891, 1946, 1025, 1959]
paragraph: There are four ways by which money can be sent by mail at our risk—1st. Post-Office Money Order; by Bank Check or Draft, or an Express Money Order, and when none of these can be procured, in a Registered Letter.: [40, 575, 194, 629]
rate-amount: $1.50: [173, 325, 194, 334]
paragraph: To show how inconsistent a person can be when arguing along the lines of race prejudice, one has only to consider his comparison. The Negro and the white man are linked and both must prosper together or go down together. His theory is to weight down and oppress the Negro, oblivious of the fact that he has but a moment before stated that if one cannot rise, the other can not separate himself to rise either.: [208, 1450, 363, 1593]
news-item: The president yesterday approved senate bill 1,417, known as the Grand Army pension bill.: [377, 510, 531, 542]
rate-label: For two inches, twelve months: [40, 459, 154, 468]
paragraph: Helena, Mont., May 16.—Acting Governor Spriggs last night appointed W. A. Clark, of Butte, United States senator to serve until the next legislature shall elect his successor. Senator Clark's resignation was filed early in the day with the governor and last night he was appointed to succeed himself. Spriggs has all along been a friend of Senator Clark, during his candidacy for the senatorship and since, although he preserved the utmost impartiality in his office as lieutenant governor and president of the senate during the senatorial campaign. Governor Smith, a partisan of the Daly people, left the state two weeks ago for California to attend some mining cases in which he is interested. At that time there was no thought of Mr. Clark resigning. The resignation fled yesterday came as a surprise to the people of the state, who had no inkling of the coup prepared. During the day the acting governor received a greatsmany telegrams from all over the state urging him to appoint Senator Clark, alleging that he was the real choice of a large majority of the Democrats and a large proportion of the Republicans as well. Spriggs was besieged all day by individuals and by delegations friendly and hostile to Mr. Clark. The opinion is expressed that Clark, having resigned before the senate declared his seat vacant, the governor's appointment will be recognized.: [545, 1353, 699, 1835]
paragraph: Berlin, May 16.—It is now settled that the marriage of Princess Maria Louise of Cumberland to Prince Maximilian of Baden will take place July 10 in the Protestant church at Gmunden, Upper Austria. There will be a festive entry into Carlsruhe.: [713, 2273, 867, 2371]
news-item: Rev. H. L. Hargett, pastor of the Congregational church at Gate City, has accepted the Prohibition nomination for governor of Alabama.: [377, 1890, 531, 1944]
rate-amount: 3.00: [178, 424, 194, 433]
paragraph: Washington, May 16.—Secretary Gage, in response to an inquiry from the house of representatives as to the extent of influx of Japanese, yesterday submitted a letter from Immigration Commissioner Powderly stating that the arrivals for the nine months up to March 31 last were 4,427. Mr. Powderly says the extent of Japanese construction work in the western states and territories satisfies the bureau that many Japanese are coming across the Canadian border. Mr. Powderly says the steady increase of arrivals and the rumors coming through officials on the Pacific coast indicate a large increase in such immigration.: [881, 2206, 1035, 2436]
article-paragraphs: [545, 2300, 699, 2432]
paragraph: There is something magnetic and grand about this distinguished Virginian. If he believes it to be the law, he will do it, was the remark of counsel in the case. Yes, from one end of the state to the other, it is known that political considerations have no weight with Judge Wellford and the guarantees of the Bill of Rights of Virginia are studiously regarded by him. Oh, for a thousand Wellfords in the Commonwealth!: [40, 1450, 194, 1604]
rate-amount: 1.00: [178, 334, 194, 343]
rate-label: For two inches, one year: [40, 451, 132, 459]
divider: [269, 342, 303, 343]
paragraph: Frankfort, Ky., May 15.—Private Thomas Kane, of Lexington, who shot and seriously injured Private James Robertson late yesterday. Both were members of the Beckham militia, and the shooting took place on the second floor of the court house, which is being used as an armory. Robertson claims that his gun was discharged accidentally. Kane was in an adjoining room lying on his cot and the ball passed through a pine wall before striking him.: [1049, 1909, 1193, 2084]
paragraph: As the matter now stands, he has hope that at sometime, he may be able to secure all of his rights, under the law and that he will work up to that standard. Mr. Cockran continued:: [208, 1681, 363, 1746]
news-item: The Populist national committee elected Senator Marion Butler chairman, J. H. Edmiston vice chairman and W. D. Washburn treasurer.: [377, 1112, 531, 1166]
communications-note: All communications intended for publication should be sent so as to reach us by Wednesday.: [41, 276, 193, 307]
paragraph: Brooksville, Fla., May 15.—Sunday a party made a search of the Dean scrub, near Weeks' turpentine camp, in this county, and found the decomposed bodies of two negroes tied together. These two men were arrested at the camp on May 8 charged with killing Cleland, a white man, from ambush. The negroes were placed in charge of deputies, to be brought to jail at this place, but instead were taken into the scrub and shot to death.: [1049, 1250, 1193, 1414]
paragraph: There is a difference of opinion among senators as to whether Clark will be seated on the acting governor's appointment. Senator Frye, president pro tem. of the senate, said that under the present conditions a vacancy existed. He had ordered Mr. Clark's name stricken from the roll on the statement that he had resigned. If Senator Clark presented credentials in due form he would be sworn in unless objection was made. Mr. Frye was of the opinion that the question of right of the seat would be determined afterward.: [545, 1094, 699, 1281]
rate-row: [40, 477, 194, 495]
paragraph: Berlin, May 16.—During the recent artillery tests at Thorn, West Prussia, five artillerymen were injured by the explosion of a shell and two succumbed to their injuries.: [713, 2402, 867, 2467]
section-heading: Catholic Bishop of Tucson.: [722, 1641, 858, 1652]
issue-date: SATURDAY MAY 19, 1900.: [40, 1029, 194, 1061]
article-paragraphs: [545, 1353, 699, 1836]
paragraph: Frankfort, Ky., May 10.—Jim Howard, who was named by Culton and other witnesses as the man who fired the shot that killed Goebel, was arrested and surrendered at the jail here last night. He arrived in the custody of Sheriff Beverley White, of Clay county, and John G. White, of Winchester county. Sheriff White says that Howard told him when he was arrested that he had been notified that he had been mentioned in connection with the assassination of Goebel, and that he would surrender whenever he was wanted. White said: I received the warrant for Howard's arrest several days ago, but at the time I was busy. I knew Jim would not run and I should have called if I had any trouble I would do so' I served the warrant on Howard.: [1049, 2085, 1193, 2369]
paragraph: But the most note-worthy utterances perhaps were those of Hon. Bourke Cockran of New York, a Democrat who has accepted the views of the bourbon wing of the Southern Democracy. The telegraphic reports say:: [208, 956, 363, 1033]
section-heading: Terrible Drowning Accident in Italy.: [546, 2274, 698, 2296]
paragraph: Washington, May 16.—The postmaster general, after a protracted interview with the president yesterday, announced that Joseph L. Bristow, fourth assistant postmaster general, will proceed to Havana tomorrow to take charge of the postal affairs of the island of Cuba. The postmaster general declined to say whether or not Director General of Posts Rathbone would be suspended. It is said, however, that the fact that Gen. Bristow will assume these duties does not necessarily indicate that Mr. Rathbone will be relieved of all connection with the service. Postmaster Thompson, of Havana, has been suspended, and several arrests have been made. Neely, now under arrest here, and out on bail, will resist extradition to Cuba.: [881, 1675, 1035, 1939]
week-news-items: [377, 443, 531, 2300]
rate-amount: 6.00: [178, 433, 194, 442]
paragraph: It indulges in argument which is the essence of sophistry. It declares that when the Negro ceases to be a voter, he will be treated as a friend. History, neither past nor present bears out this contention.: [208, 105, 363, 182]
article-paragraphs: [881, 273, 1035, 1657]
section-heading: ANOTHER ST. LOUIS RIOT.: [724, 611, 856, 635]
subhead: Food Supply in Hand Will Last Less Than a Month.: [713, 107, 866, 129]
rate-row: [40, 352, 194, 361]
news-item: If a state bank which becomes a national bank doesn't change its name, capital or officers, it is not subject to another tax.: [377, 1369, 531, 1413]
column-5: [706, 73, 874, 2467]
day-heading: Monday, May 14.: [415, 1225, 492, 1236]
rate-label: For two inches, three months: [40, 433, 149, 442]
rate-row: [40, 361, 194, 370]
rate-amount: 20.00: [173, 459, 194, 468]
rate-row: [40, 406, 194, 424]
market-report: [881, 1963, 1035, 2187]
news-item: Burglars dynamited the postoffice at Dunbar, Pa., Wednesday night and carried off $100 in stamps and money and valuable papers.: [377, 909, 531, 964]
paragraph: St. Louis, May 16.—The distinguishing feature in the street car strike situation yesterday was a riot which broke out on the opening of the Grand Avenue line of the St. Louis Transit system, during the progress of which two men were shot. At nightfall the Transit company and its 3,000 striking employes were no nearer an adjustment of their differences.: [713, 665, 867, 796]
editorial-paragraphs: [208, 73, 363, 336]
rate-label: Single Copy: [40, 370, 85, 379]
article-paragraphs: [713, 1656, 867, 1842]
